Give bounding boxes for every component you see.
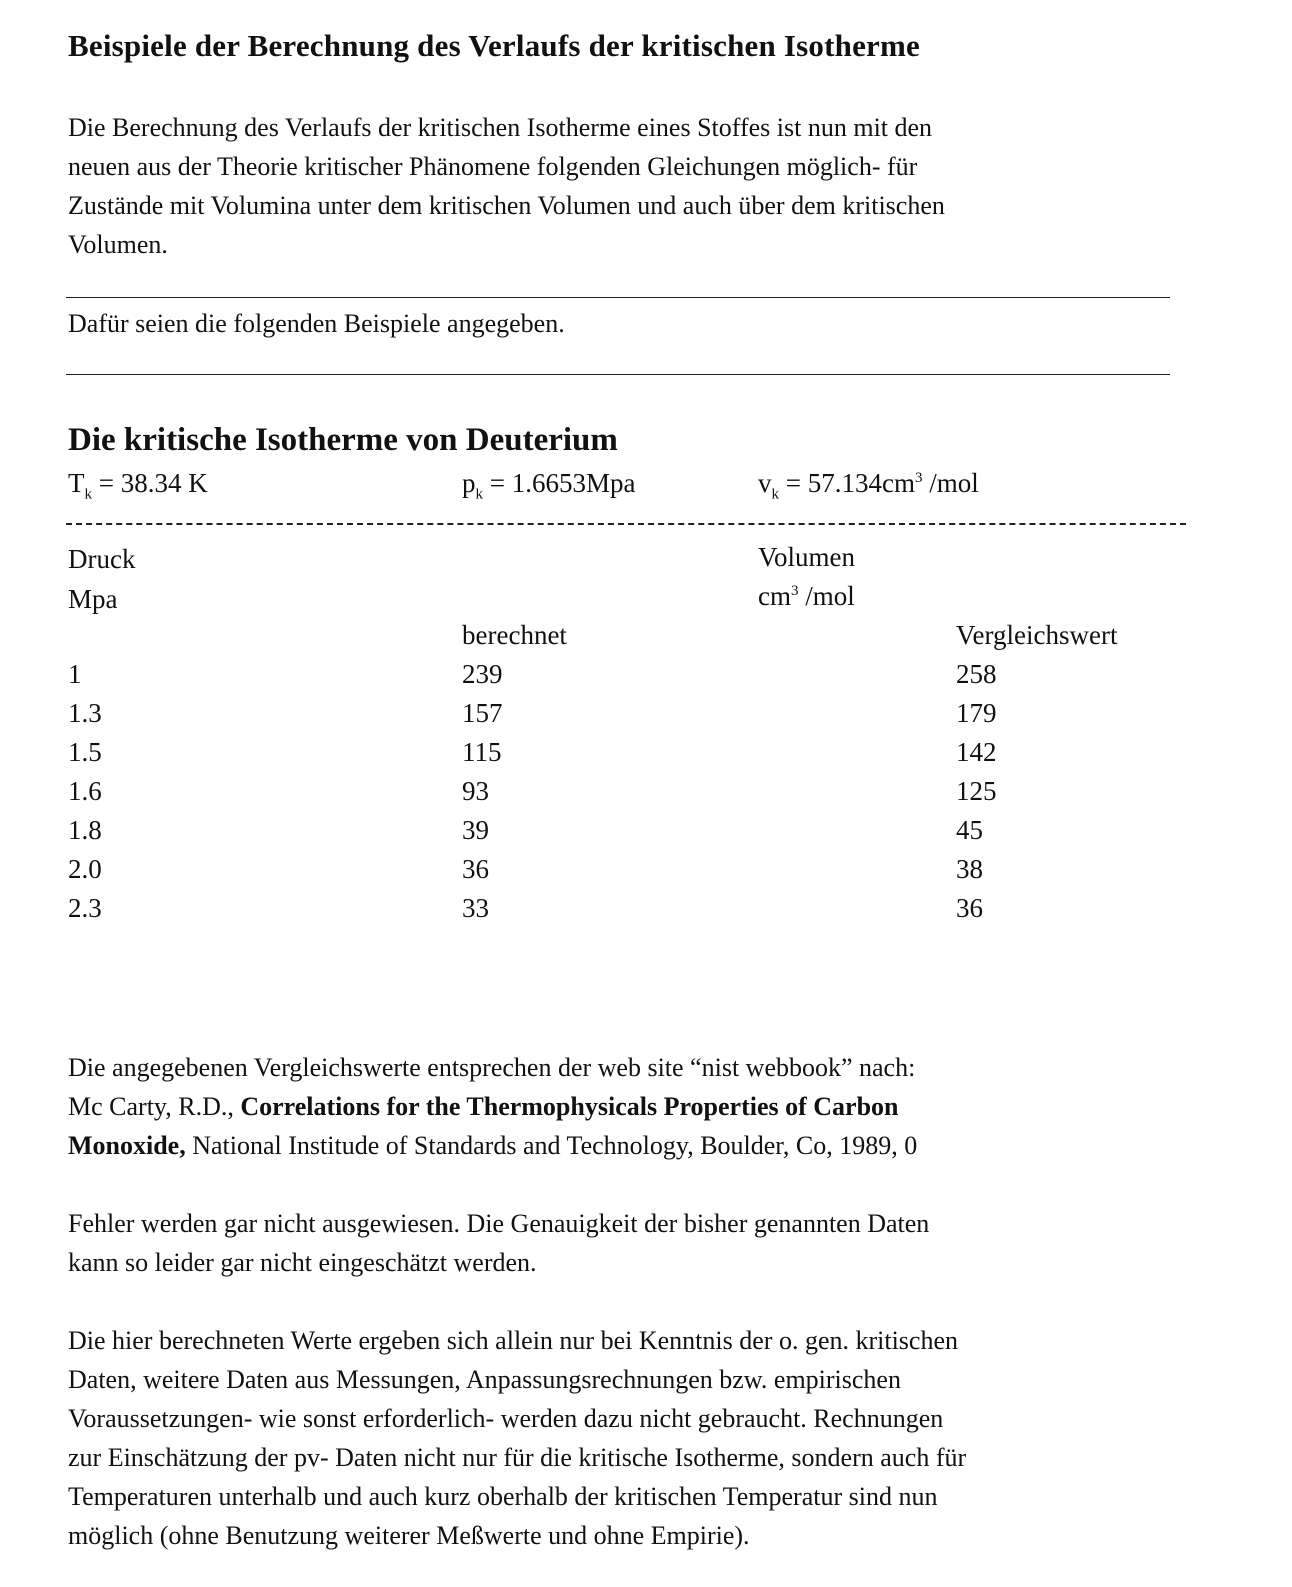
volumen-header: Volumen [758,542,856,572]
cell-druck: 1.8 [68,815,102,845]
cell-berechnet: 115 [462,737,502,767]
cell-vergleichswert: 179 [956,698,997,728]
errors-line: Fehler werden gar nicht ausgewiesen. Die Genauigkeit der bisher genannten Daten [68,1209,930,1238]
conclusion-line: Voraussetzungen- wie sonst erforderlich- werden dazu nicht gebraucht. Rechnungen [68,1404,944,1433]
cell-vergleichswert: 258 [956,659,997,689]
intro-line: neuen aus der Theorie kritischer Phänomene folgenden Gleichungen möglich- für [68,152,918,181]
dashed-divider [66,523,1186,525]
cell-berechnet: 36 [462,854,489,884]
critical-volume: $v_k = 57.134cm^3$ /mol [758,468,979,503]
errors-line: kann so leider gar nicht eingeschätzt werden. [68,1248,537,1277]
intro-paragraph [68,108,945,264]
cell-druck: 2.3 [68,893,102,923]
cell-druck: 2.0 [68,854,102,884]
source-paragraph [68,1048,917,1165]
conclusion-line: Temperaturen unterhalb und auch kurz oberhalb der kritischen Temperatur sind nun [68,1482,938,1511]
cell-vergleichswert: 125 [956,776,997,806]
divider-line [66,374,1170,375]
cell-druck: 1.6 [68,776,102,806]
divider-line [66,297,1170,298]
cell-berechnet: 157 [462,698,503,728]
source-citation: Mc Carty, R.D., Correlations for the Thermophysicals Properties of Carbon [68,1092,899,1121]
critical-temperature: $T_k = 38.34$ K [68,468,208,503]
critical-pressure: $p_k = 1.6653Mpa$ [462,468,636,503]
errors-paragraph [68,1204,929,1282]
conclusion-line: möglich (ohne Benutzung weiterer Meßwerte und ohne Empirie). [68,1521,750,1550]
volumen-unit: $cm^3$ /mol [758,581,855,611]
cell-berechnet: 93 [462,776,489,806]
section-title: Die kritische Isotherme von Deuterium [68,422,618,458]
cell-druck: 1.5 [68,737,102,767]
intro-line: Zustände mit Volumina unter dem kritischen Volumen und auch über dem kritischen [68,191,945,220]
cell-vergleichswert: 142 [956,737,997,767]
druck-unit: Mpa [68,584,118,614]
column-header-vergleichswert: Vergleichswert [956,620,1118,650]
cell-berechnet: 33 [462,893,489,923]
cell-berechnet: 39 [462,815,489,845]
page-title: Beispiele der Berechnung des Verlaufs der kritischen Isotherme [68,28,920,63]
conclusion-line: zur Einschätzung der pv- Daten nicht nur für die kritische Isotherme, sondern auch für [68,1443,967,1472]
intro-line: Die Berechnung des Verlaufs der kritischen Isotherme eines Stoffes ist nun mit den [68,113,933,142]
cell-vergleichswert: 45 [956,815,983,845]
cell-vergleichswert: 36 [956,893,983,923]
cell-druck: 1 [68,659,82,689]
citation-title: Correlations for the Thermophysicals Properties of Carbon [240,1092,899,1121]
conclusion-line: Die hier berechneten Werte ergeben sich allein nur bei Kenntnis der o. gen. kritischen [68,1326,959,1355]
cell-berechnet: 239 [462,659,503,689]
druck-header: Druck [68,544,136,574]
cell-druck: 1.3 [68,698,102,728]
examples-note: Dafür seien die folgenden Beispiele angegeben. [68,309,565,338]
source-citation-cont: Monoxide, National Institude of Standards and Technology, Boulder, Co, 1989, 0 [68,1131,918,1160]
citation-title: Monoxide, [68,1131,186,1160]
cell-vergleichswert: 38 [956,854,983,884]
intro-line: Volumen. [68,230,168,259]
source-line: Die angegebenen Vergleichswerte entsprechen der web site “nist webbook” nach: [68,1053,916,1082]
conclusion-paragraph [68,1321,966,1555]
conclusion-line: Daten, weitere Daten aus Messungen, Anpassungsrechnungen bzw. empirischen [68,1365,901,1394]
column-header-berechnet: berechnet [462,620,567,650]
